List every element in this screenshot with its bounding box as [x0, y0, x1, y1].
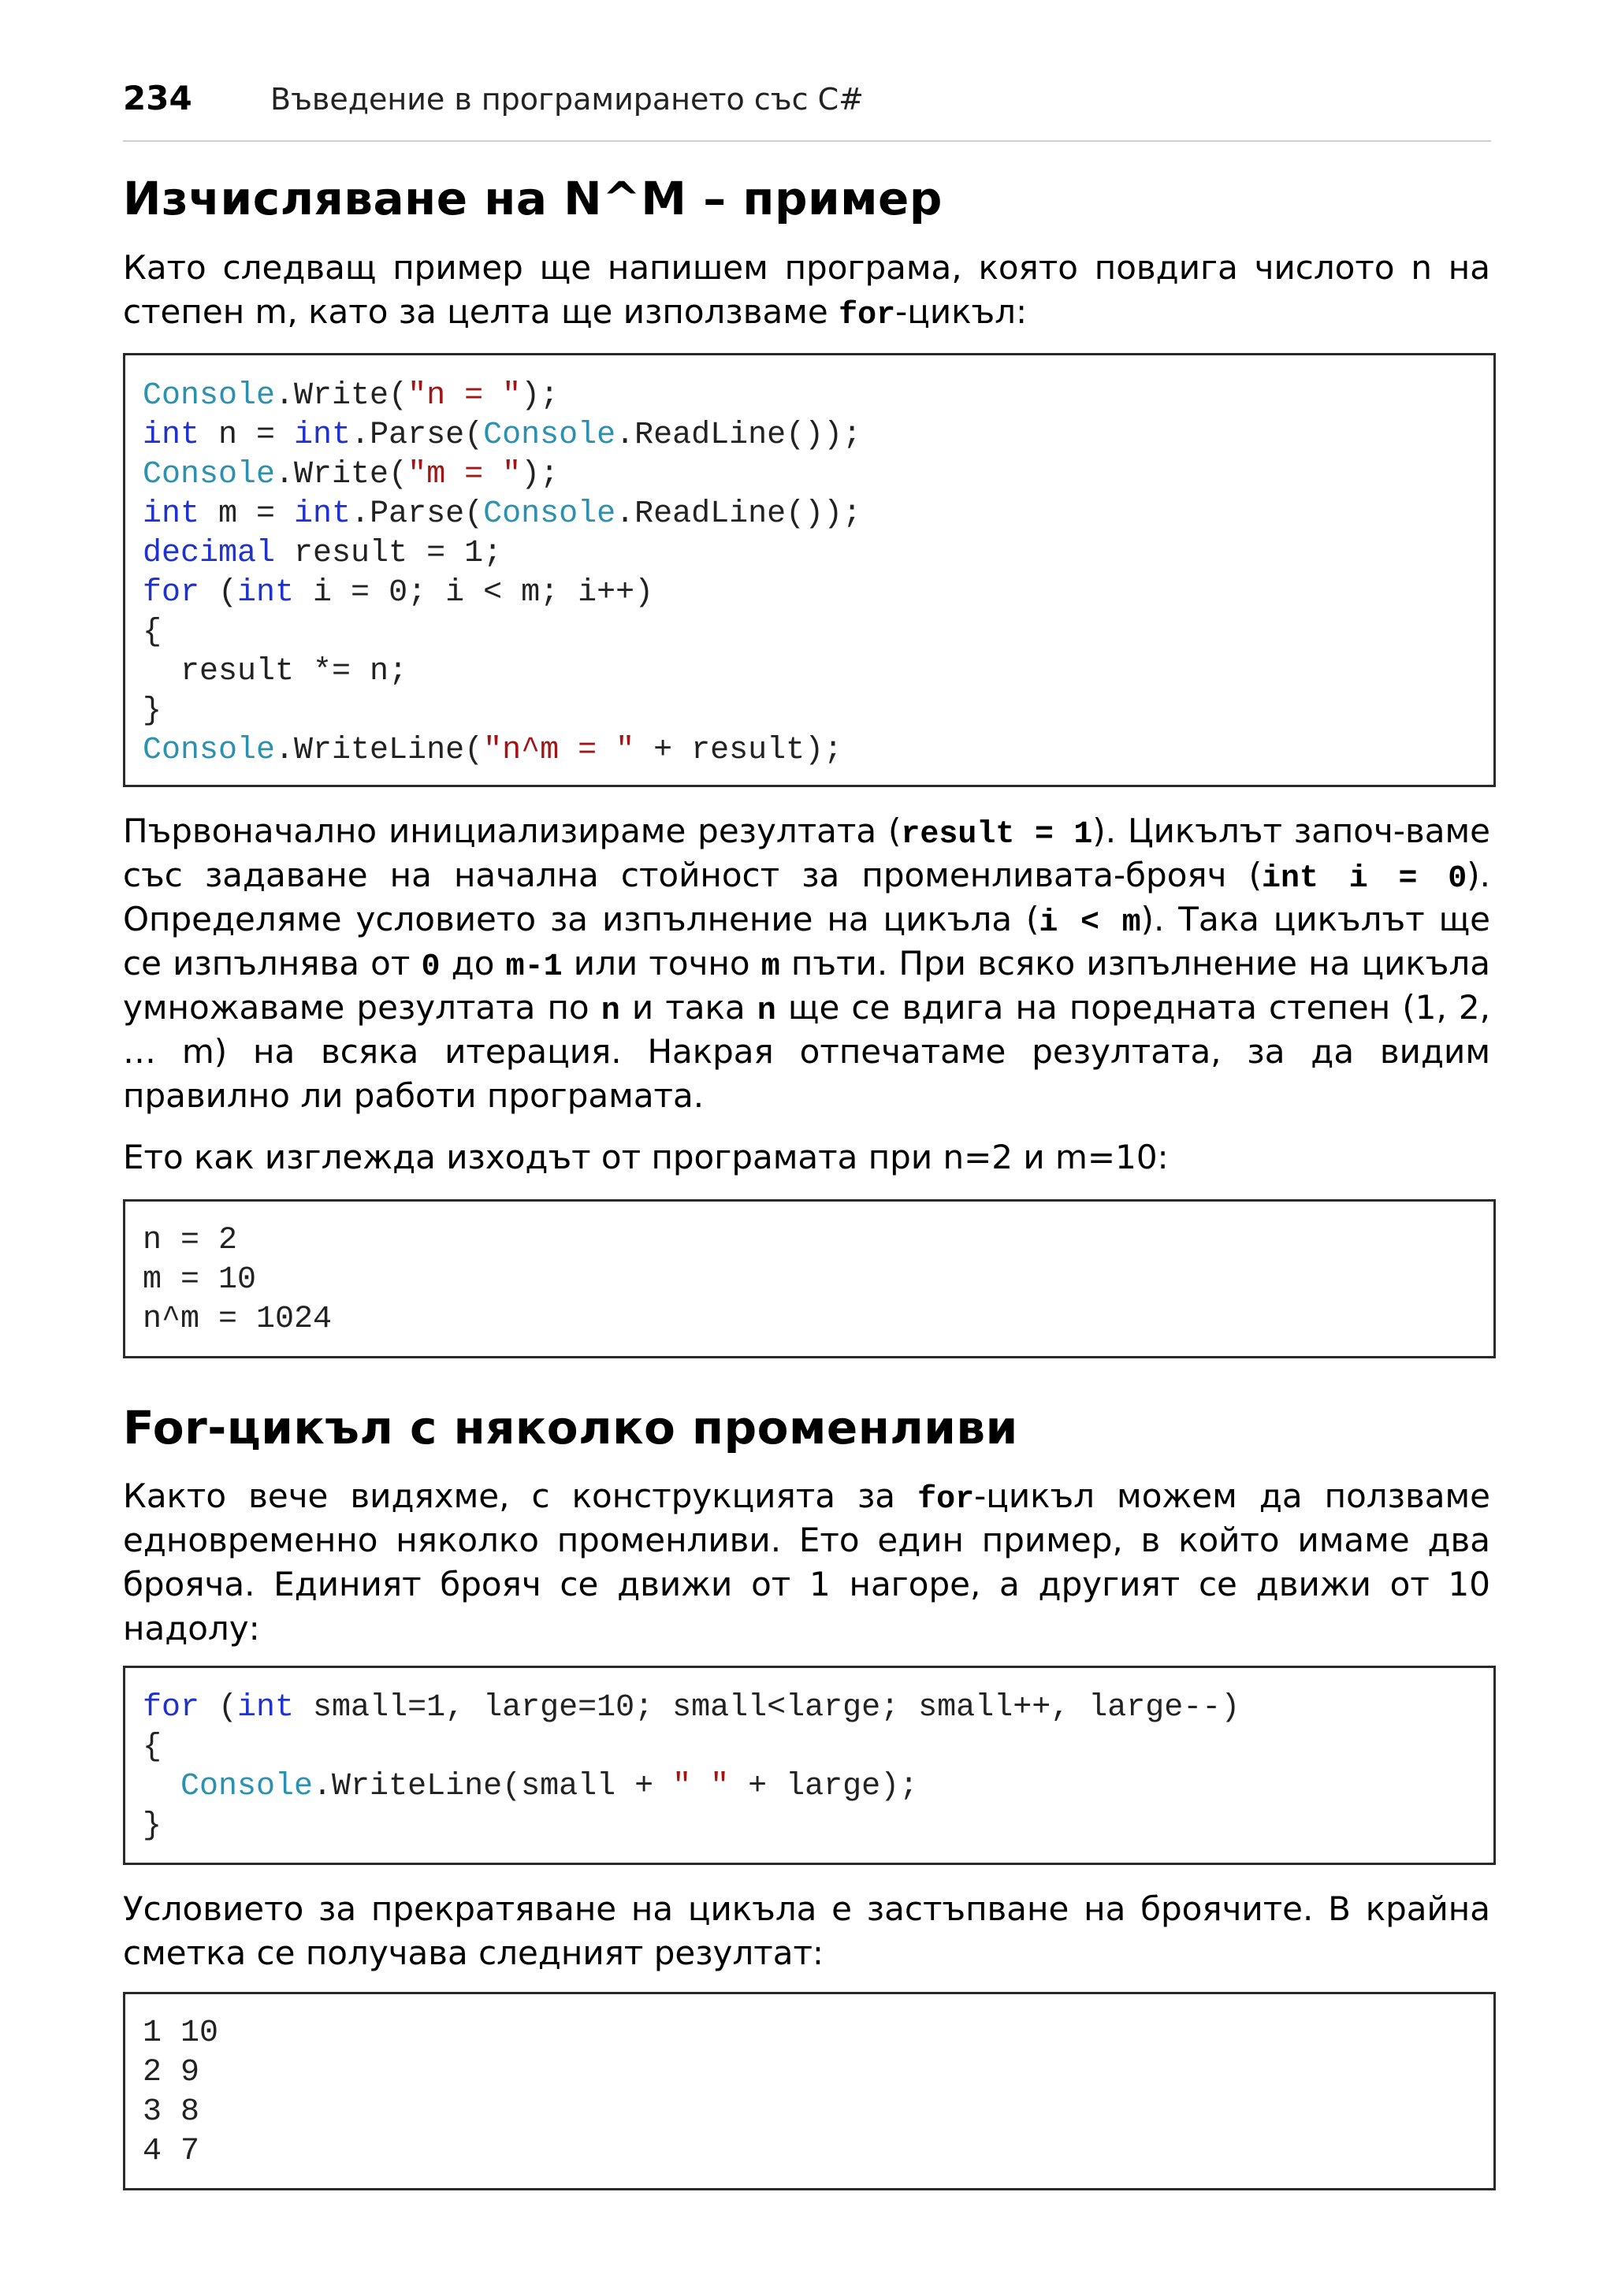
- keyword-token: for: [143, 1690, 200, 1726]
- inline-code: i < m: [1039, 905, 1141, 941]
- inline-code: m: [761, 949, 780, 985]
- output-intro: Ето как изглежда изходът от програмата при n=2 и m=10:: [123, 1138, 1169, 1176]
- class-token: Console: [143, 733, 276, 768]
- inline-code: result = 1: [901, 817, 1093, 853]
- result-intro: Условието за прекратяване на цикъла е застъпване на броячите. В крайна сметка се получава следният резултат:: [123, 1889, 1490, 1972]
- intro-text-2: -цикъл:: [895, 292, 1028, 331]
- page-header: [123, 79, 1491, 142]
- paragraph-text: ще се вдига на поредната степен (1, 2, … m) на всяка итерация. Накрая отпечатаме резултата, за да видим правилно ли работи програмата.: [123, 988, 1490, 1115]
- paragraph-text: и така: [619, 988, 757, 1027]
- intro-text-1: Както вече видяхме, с конструкцията за: [123, 1477, 918, 1515]
- code-line: Console.WriteLine(small + " " + large);: [180, 1769, 919, 1804]
- paragraph-text: ). Определяме условието за изпълнение на цикъла (: [123, 856, 1490, 938]
- code-line: }: [143, 1808, 162, 1844]
- inline-code: int i = 0: [1261, 861, 1467, 897]
- code-listing: [143, 1689, 1240, 1846]
- paragraph-text: пъти. При всяко изпълнение на цикъла умножаваме резултата по: [123, 944, 1491, 1027]
- paragraph-text: или точно: [562, 944, 761, 983]
- keyword-token: int: [237, 1690, 295, 1726]
- class-token: Console: [483, 418, 616, 453]
- string-token: "n^m = ": [483, 733, 635, 768]
- intro-text-1: Като следващ пример ще напишем програма, която повдига числото n на степен m, като за целта ще използваме: [123, 248, 1490, 331]
- intro-paragraph: [123, 246, 1490, 334]
- page-number: 234: [123, 79, 192, 117]
- output-line: 1 10: [143, 2016, 219, 2051]
- code-line: for (int i = 0; i < m; i++): [143, 575, 654, 611]
- inline-code: 0: [421, 949, 441, 985]
- output-block-power: [123, 1199, 1496, 1358]
- console-output: [143, 2014, 218, 2172]
- for-multi-intro: [123, 1474, 1490, 1651]
- paragraph-text: ). Цикълът започ-ваме със задаване на начална стойност за променливата-брояч (: [123, 812, 1490, 894]
- paragraph-text: ). Така цикълът ще се изпълнява от: [123, 900, 1490, 983]
- string-token: "n = ": [407, 378, 522, 414]
- output-block-for-multi: [123, 1992, 1496, 2190]
- code-line: Console.Write("n = ");: [143, 378, 560, 414]
- code-line: {: [143, 615, 162, 650]
- keyword-token: int: [294, 496, 351, 532]
- code-line: int m = int.Parse(Console.ReadLine());: [143, 496, 862, 532]
- code-block-power: [123, 353, 1496, 787]
- intro-text-2: -цикъл можем да ползваме едновременно няколко променливи. Ето един пример, в който имаме два брояча. Единият брояч се движи от 1 нагоре, а другият се движи от 10 надолу:: [123, 1477, 1490, 1648]
- class-token: Console: [143, 457, 276, 492]
- code-line: }: [143, 693, 162, 729]
- keyword-token: int: [143, 496, 200, 532]
- output-line: 2 9: [143, 2055, 200, 2090]
- keyword-token: decimal: [143, 536, 276, 571]
- console-output: [143, 1221, 332, 1339]
- code-block-for-multi: [123, 1666, 1496, 1865]
- code-line: int n = int.Parse(Console.ReadLine());: [143, 418, 862, 453]
- inline-code-for: for: [839, 298, 896, 333]
- keyword-token: int: [294, 418, 351, 453]
- explanation-paragraph: [123, 809, 1490, 1118]
- output-line: n = 2: [143, 1223, 238, 1258]
- inline-code-for: for: [917, 1482, 975, 1518]
- paragraph-text: Първоначално инициализираме резултата (: [123, 812, 902, 850]
- code-line: Console.WriteLine("n^m = " + result);: [143, 733, 843, 768]
- inline-code: m-1: [505, 949, 563, 985]
- output-line: 3 8: [143, 2094, 200, 2130]
- section-heading-for-multi: For-цикъл с няколко променливи: [123, 1401, 1018, 1455]
- code-line: for (int small=1, large=10; small<large; small++, large--): [143, 1690, 1240, 1726]
- keyword-token: int: [143, 418, 200, 453]
- class-token: Console: [483, 496, 616, 532]
- code-line: Console.Write("m = ");: [143, 457, 560, 492]
- inline-code: n: [601, 994, 620, 1029]
- code-listing: [143, 377, 861, 771]
- code-line: {: [143, 1729, 162, 1765]
- code-line: decimal result = 1;: [143, 536, 503, 571]
- output-line: n^m = 1024: [143, 1302, 333, 1337]
- paragraph-text: до: [440, 944, 506, 983]
- output-line: 4 7: [143, 2134, 200, 2169]
- code-line: result *= n;: [143, 654, 408, 689]
- section-heading-power: Изчисляване на N^M – пример: [123, 172, 943, 225]
- string-token: " ": [672, 1769, 730, 1804]
- keyword-token: for: [143, 575, 200, 611]
- inline-code: n: [757, 994, 776, 1029]
- class-token: Console: [180, 1769, 314, 1804]
- keyword-token: int: [237, 575, 295, 611]
- output-line: m = 10: [143, 1262, 257, 1298]
- book-title: Въведение в програмирането със C#: [270, 82, 864, 117]
- class-token: Console: [143, 378, 276, 414]
- string-token: "m = ": [407, 457, 522, 492]
